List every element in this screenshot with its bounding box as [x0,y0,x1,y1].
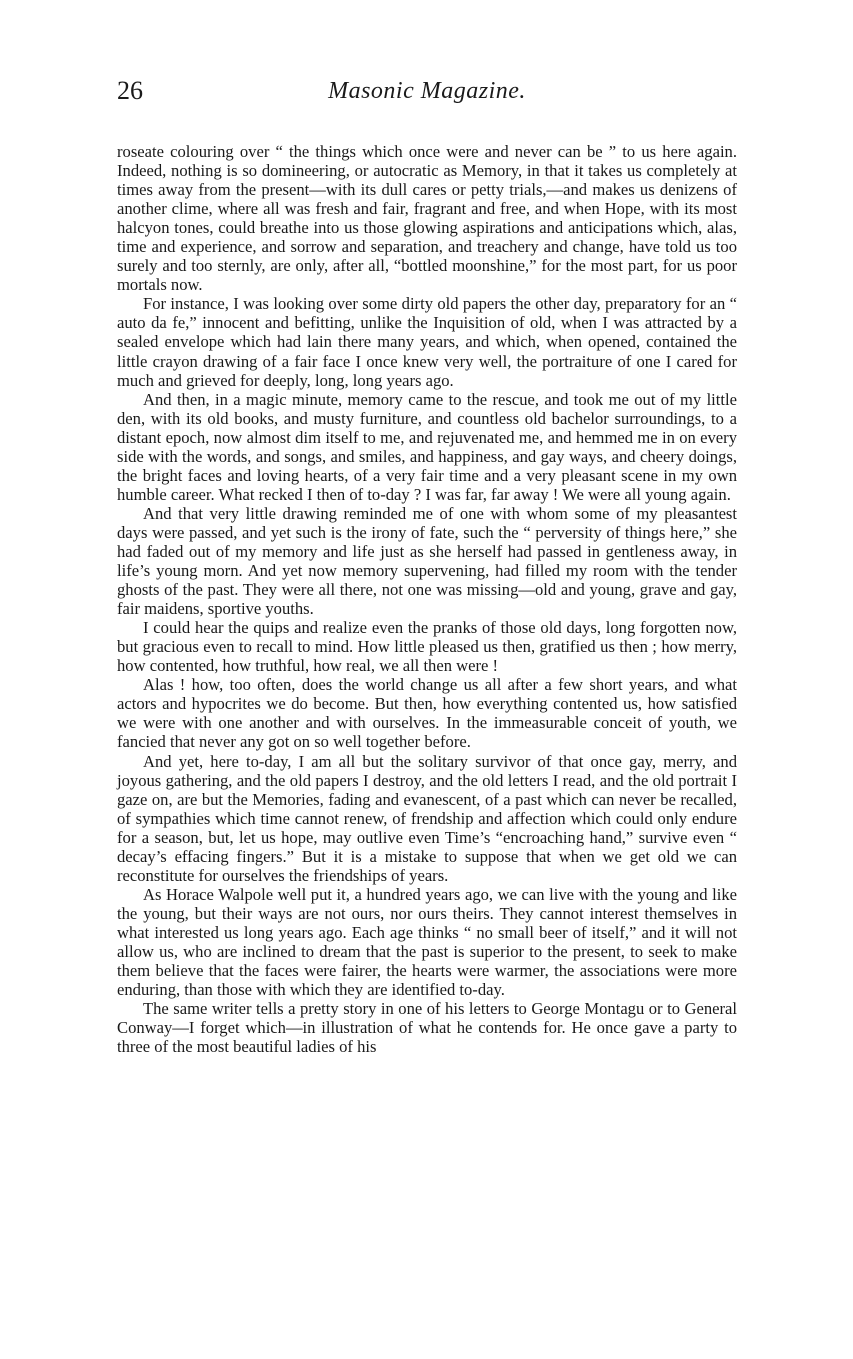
running-title: Masonic Magazine. [328,78,526,104]
paragraph: For instance, I was looking over some dirty old papers the other day, preparatory for an “ auto da fe,” innocent and befitting, unlike the Inquisition of old, when I was attracted by a sealed envelope which had lain there many years, and which, when opened, contained the little crayon drawing of a fair face I once knew very well, the portraiture of one I cared for much and grieved for deeply, long, long years ago. [117,294,737,390]
page-number: 26 [117,76,143,105]
paragraph: And then, in a magic minute, memory came to the rescue, and took me out of my little den, with its old books, and musty furniture, and countless old bachelor surroundings, to a distant epoch, now almost dim itself to me, and rejuvenated me, and hemmed me in on every side with the words, and songs, and smiles, and happiness, and gay ways, and cheery doings, the bright faces and loving hearts, of a very fair time and a very pleasant scene in my own humble career. What recked I then of to-day ? I was far, far away ! We were all young again. [117,389,737,504]
page-header [117,76,737,116]
article-body [117,142,737,1056]
paragraph: I could hear the quips and realize even the pranks of those old days, long forgotten now, but gracious even to recall to mind. How little pleased us then, gratified us then ; how merry, how contented, how truthful, how real, we all then were ! [117,618,737,676]
paragraph: And that very little drawing reminded me of one with whom some of my pleasantest days were passed, and yet such is the irony of fate, such the “ perversity of things here,” she had faded out of my memory and life just as she herself had passed in gentleness away, in life’s young morn. And yet now memory supervening, had filled my room with the tender ghosts of the past. They were all there, not one was missing—old and young, grave and gay, fair maidens, sportive youths. [117,503,737,619]
paragraph: Alas ! how, too often, does the world change us all after a few short years, and what actors and hypocrites we do become. But then, how everything contented us, how satisfied we were with one another and with ourselves. In the immeasurable conceit of youth, we fancied that never any got on so well together before. [117,675,737,752]
paragraph: As Horace Walpole well put it, a hundred years ago, we can live with the young and like the young, but their ways are not ours, nor ours theirs. They cannot interest themselves in what interested us long years ago. Each age thinks “ no small beer of itself,” and it will not allow us, who are inclined to dream that the past is superior to the present, to seek to make them believe that the faces were fairer, the hearts were warmer, the associations were more enduring, than those with which they are identified to-day. [117,884,737,1000]
paragraph: roseate colouring over “ the things which once were and never can be ” to us here again. Indeed, nothing is so domineering, or autocratic as Memory, in that it takes us completely at times away from the present—with its dull cares or petty trials,—and makes us denizens of another clime, where all was fresh and fair, fragrant and free, and when Hope, with its most halcyon tones, could breathe into us those glowing aspirations and anticipations which, alas, time and experience, and sorrow and separation, and treachery and change, have told us too surely and too sternly, are only, after all, “bottled moonshine,” for the most part, for us poor mortals now. [117,142,737,295]
paragraph: And yet, here to-day, I am all but the solitary survivor of that once gay, merry, and joyous gathering, and the old papers I destroy, and the old letters I read, and the old portrait I gaze on, are but the Memories, fading and evanescent, of a past which can never be recalled, of sympathies which time cannot renew, of frendship and affection which could only endure for a season, but, let us hope, may outlive even Time’s “encroaching hand,” survive even “ decay’s effacing fingers.” But it is a mistake to suppose that when we get old we can reconstitute for ourselves the friendships of years. [117,751,737,885]
paragraph: The same writer tells a pretty story in one of his letters to George Montagu or to General Conway—I forget which—in illustration of what he contends for. He once gave a party to three of the most beautiful ladies of his [117,999,737,1057]
